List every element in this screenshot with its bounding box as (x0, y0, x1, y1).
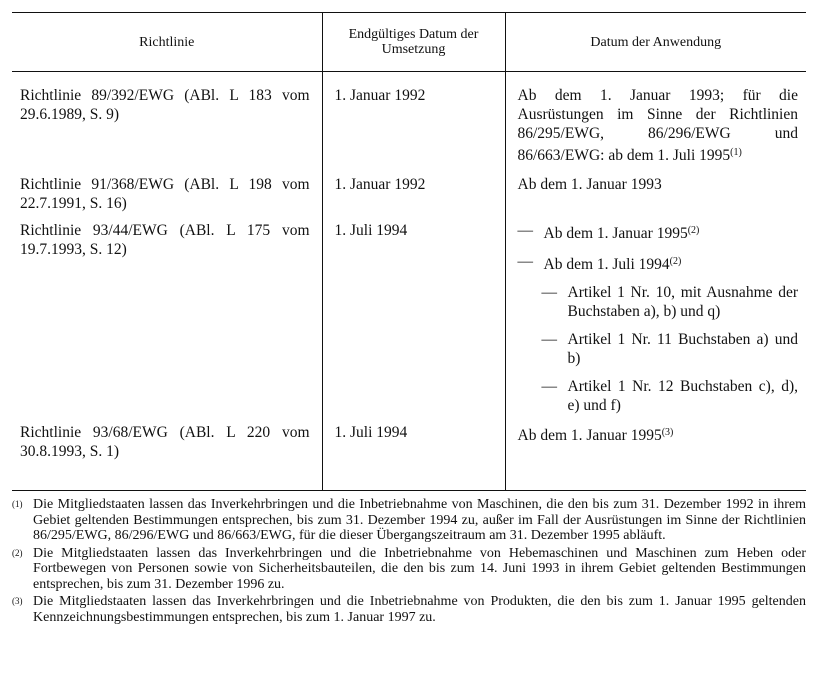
header-umsetzung: Endgültiges Datum der Umsetzung (322, 13, 505, 72)
footnote-ref: (2) (669, 256, 682, 267)
dash-marker: — (517, 222, 533, 239)
cell-anwendung (505, 72, 806, 176)
header-richtlinie: Richtlinie (12, 13, 322, 72)
cell-richtlinie: Richtlinie 93/44/EWG (ABl. L 175 vom 19.7.1993, S. 12) (20, 222, 310, 258)
cell-anwendung: Ab dem 1. Januar 1993 (505, 175, 806, 221)
directive-table (12, 12, 806, 491)
sub-list-item (542, 377, 799, 415)
footnote-ref: (1) (730, 147, 742, 158)
dash-marker: — (517, 253, 533, 270)
footnotes (12, 497, 806, 625)
footnote-marker: (1) (12, 499, 23, 509)
footnote (12, 546, 806, 593)
table-row (12, 221, 806, 423)
footnote (12, 594, 806, 625)
table-row (12, 175, 806, 221)
dash-marker: — (541, 331, 557, 348)
dash-marker: — (541, 378, 557, 395)
cell-umsetzung: 1. Juli 1994 (322, 221, 505, 423)
sub-list-item (542, 330, 799, 368)
cell-richtlinie: Richtlinie 89/392/EWG (ABl. L 183 vom 29.6.1989, S. 9) (20, 87, 310, 123)
footnote-marker: (3) (12, 596, 23, 606)
footnote-text: Die Mitgliedstaaten lassen das Inverkehrbringen und die Inbetriebnahme von Hebemaschinen und Maschinen zum Heben oder Fortbewegen von Personen sowie von Sicherheitsbauteilen, die den bis zum 14. Juni 1993 in ihrem Gebiet geltenden Bestimmungen entsprechen, bis zum 31. Dezember 1996 zu. (33, 545, 806, 592)
table-row (12, 72, 806, 176)
anwendung-text: Ab dem 1. Januar 1993; für die Ausrüstungen im Sinne der Richtlinien 86/295/EWG, 86/296/EWG und 86/663/EWG: ab dem 1. Juli 1995 (517, 87, 798, 164)
footnote (12, 497, 806, 544)
footnote-ref: (3) (661, 427, 674, 438)
anwendung-text: Ab dem 1. Januar 1995 (517, 427, 662, 444)
footnote-marker: (2) (12, 547, 23, 558)
cell-anwendung (505, 423, 806, 491)
list-item-text: Ab dem 1. Januar 1995 (543, 225, 688, 242)
cell-richtlinie: Richtlinie 91/368/EWG (ABl. L 198 vom 22.7.1991, S. 16) (20, 176, 310, 212)
sub-list-item-text: Artikel 1 Nr. 12 Buchstaben c), d), e) und f) (567, 378, 798, 414)
footnote-text: Die Mitgliedstaaten lassen das Inverkehrbringen und die Inbetriebnahme von Maschinen, die den bis zum 31. Dezember 1992 in ihrem Gebiet geltenden Bestimmungen entsprechen, bis zum 31. Dezember 1994 zu, außer im Fall der Ausrüstungen im Sinne der Richtlinien 86/295/EWG, 86/296/EWG und 86/663/EWG, für die dieser Übergangszeitraum am 31. Dezember 1995 abläuft. (33, 497, 806, 543)
table-row (12, 423, 806, 491)
cell-umsetzung: 1. Januar 1992 (322, 175, 505, 221)
list-item (518, 221, 799, 243)
footnote-text: Die Mitgliedstaaten lassen das Inverkehrbringen und die Inbetriebnahme von Produkten, die den bis zum 1. Januar 1995 geltenden Kennzeichnungsbestimmungen entsprechen, bis zum 1. Januar 1997 zu. (33, 594, 806, 625)
list-item-text: Ab dem 1. Juli 1994 (543, 256, 670, 273)
cell-umsetzung: 1. Juli 1994 (322, 423, 505, 491)
footnote-ref: (2) (687, 225, 700, 236)
cell-umsetzung: 1. Januar 1992 (322, 72, 505, 176)
header-anwendung: Datum der Anwendung (505, 13, 806, 72)
table-header-row (12, 13, 806, 72)
sub-list-item-text: Artikel 1 Nr. 11 Buchstaben a) und b) (567, 331, 798, 367)
sub-list-item (542, 283, 799, 321)
list-item (518, 252, 799, 274)
dash-marker: — (541, 284, 557, 301)
cell-anwendung (505, 221, 806, 423)
sub-list-item-text: Artikel 1 Nr. 10, mit Ausnahme der Buchstaben a), b) und q) (567, 284, 798, 320)
document-page (12, 12, 806, 627)
cell-richtlinie: Richtlinie 93/68/EWG (ABl. L 220 vom 30.8.1993, S. 1) (20, 424, 310, 460)
